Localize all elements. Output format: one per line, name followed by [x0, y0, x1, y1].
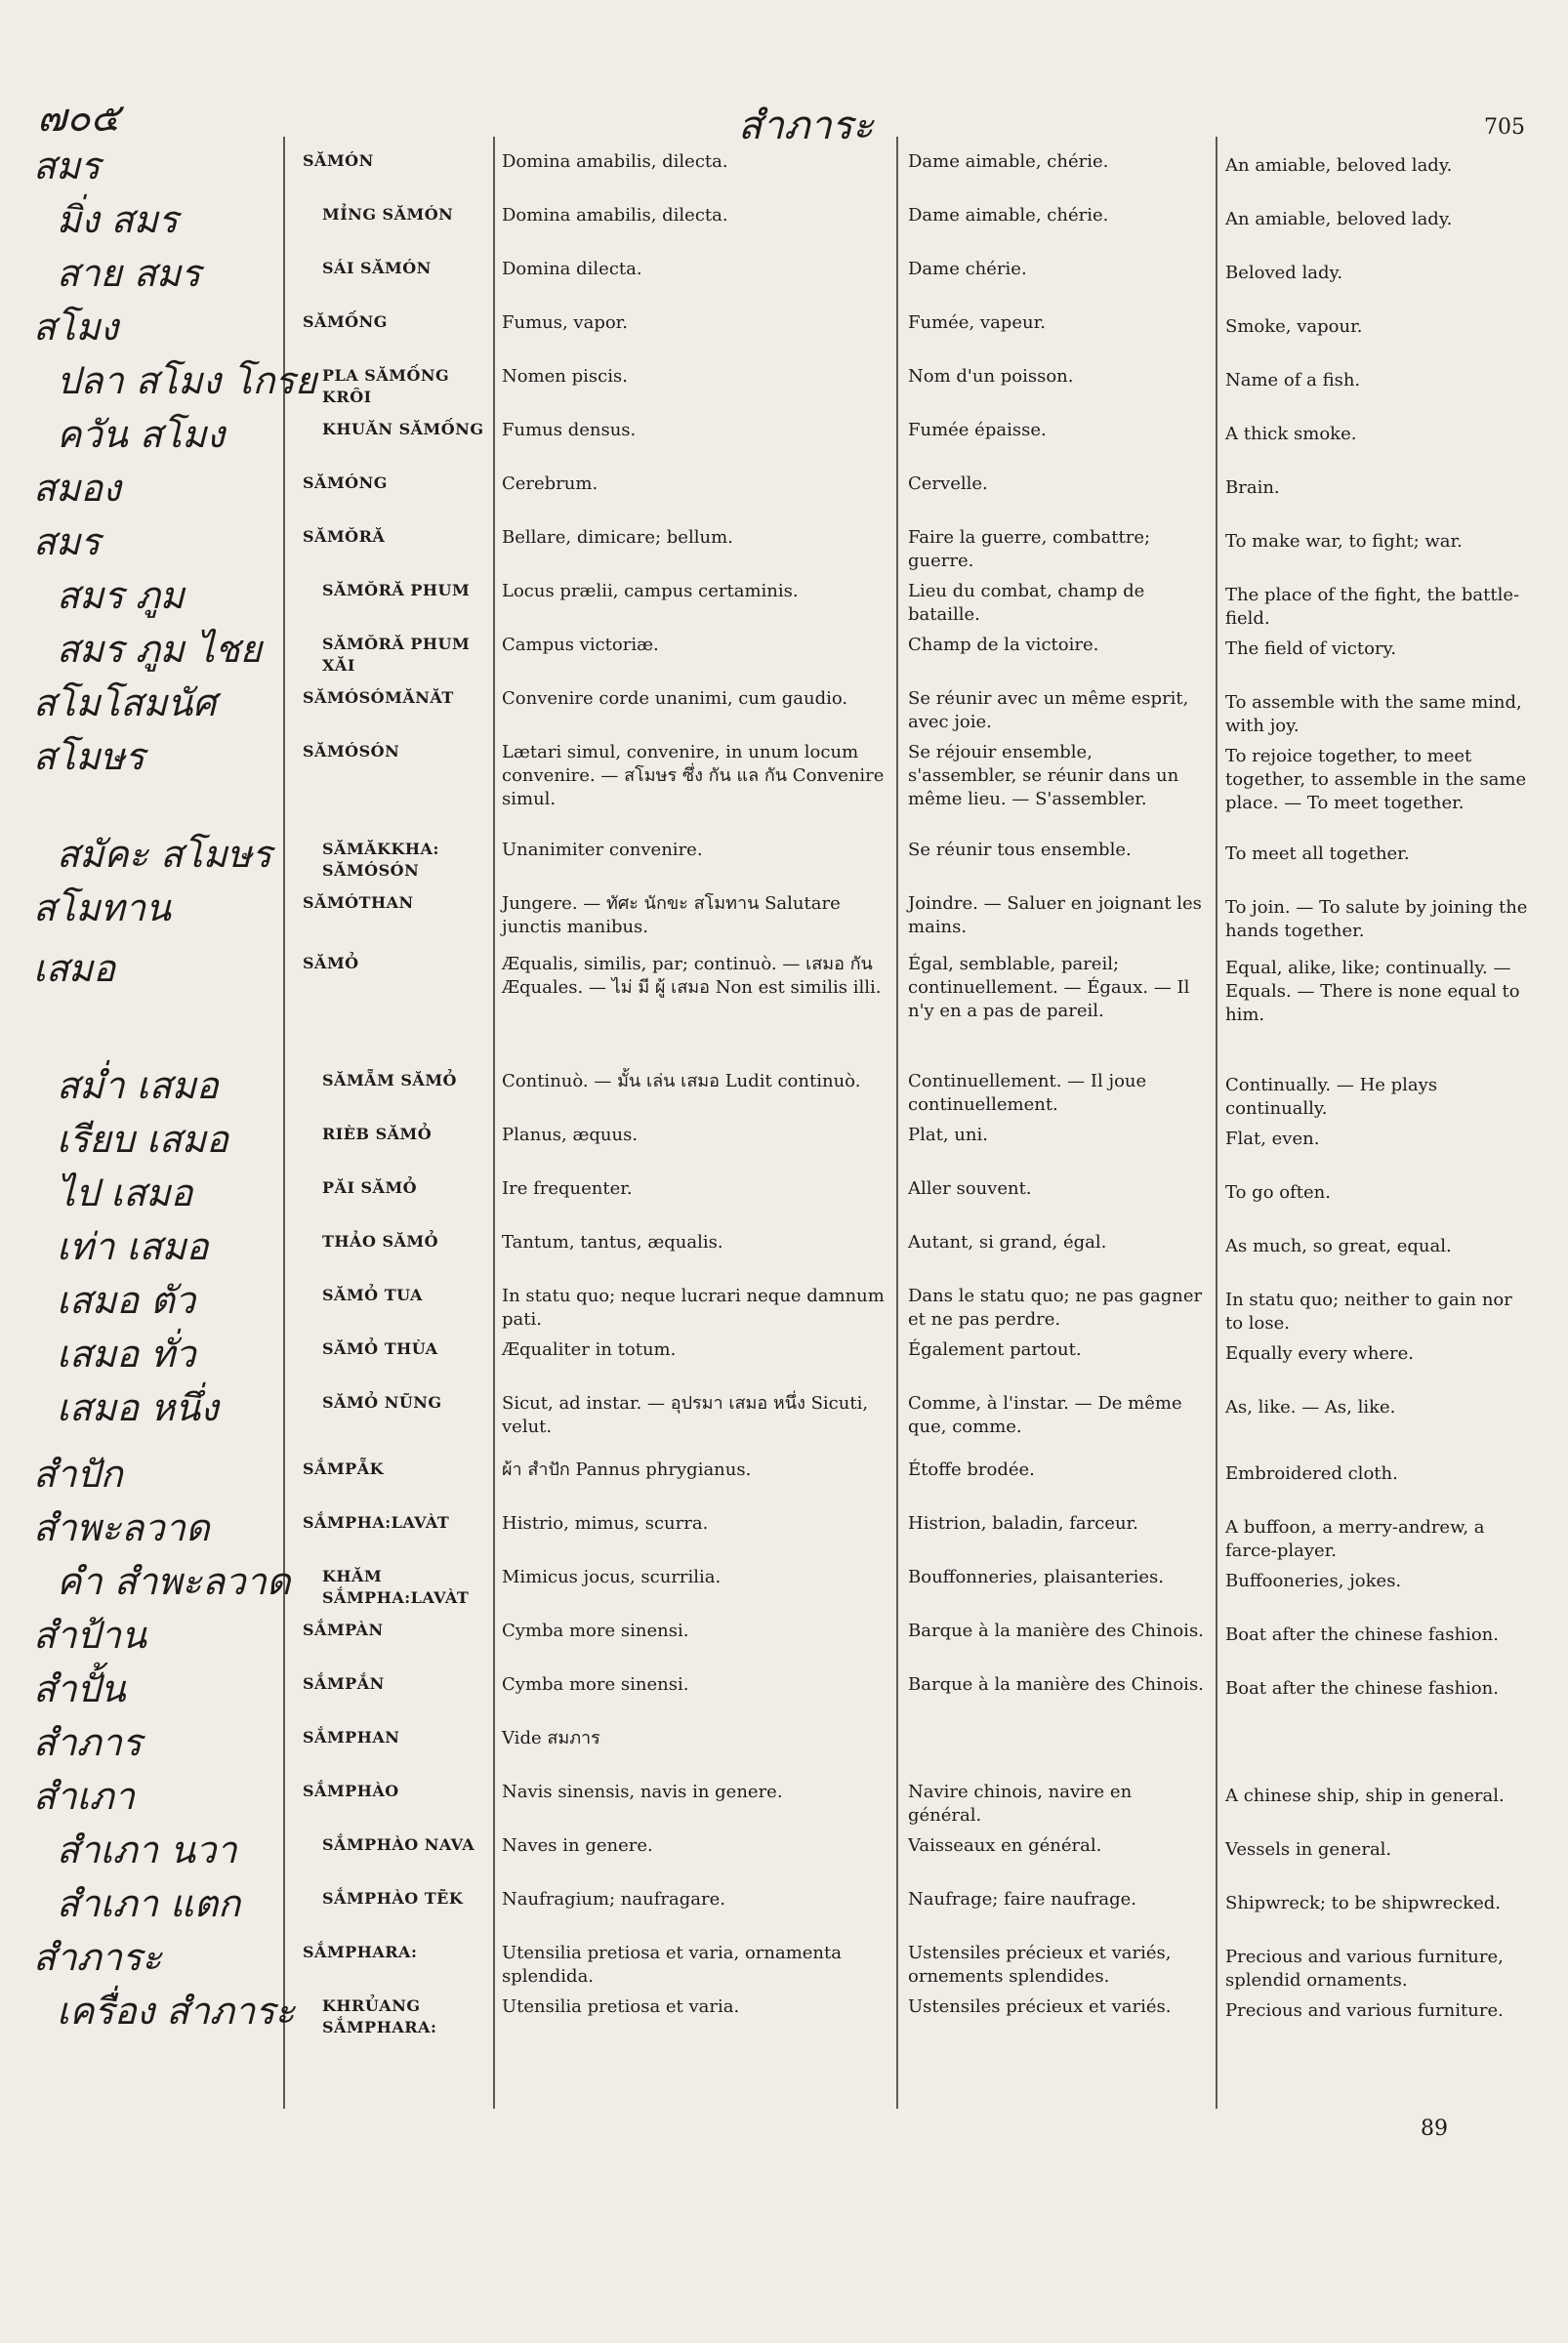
entry-row: [0, 1386, 1568, 1453]
latin-definition: Jungere. — ทัศะ นักขะ สโมทาน Salutare junctis manibus.: [502, 893, 841, 937]
romanization: MỈNG SĂMÓN: [322, 205, 454, 224]
french-definition: Joindre. — Saluer en joignant les mains.: [908, 893, 1202, 937]
french-definition: Fumée, vapeur.: [908, 312, 1046, 333]
french-definition: Comme, à l'instar. — De même que, comme.: [908, 1393, 1182, 1437]
thai-headword: เท่า เสมอ: [57, 1225, 209, 1268]
english-definition: To meet all together.: [1225, 843, 1410, 864]
entry-row: [0, 1279, 1568, 1333]
latin-definition: ผ้า สำปัก Pannus phrygianus.: [502, 1459, 752, 1480]
romanization: SĂMŎRĂ PHUM XĂI: [322, 635, 471, 675]
entry-row: [0, 1614, 1568, 1667]
english-definition: To make war, to fight; war.: [1225, 531, 1463, 552]
entry-row: [0, 1721, 1568, 1775]
french-definition: Barque à la manière des Chinois.: [908, 1621, 1204, 1641]
entry-row: [0, 1882, 1568, 1936]
thai-headword: สำป้าน: [33, 1614, 146, 1657]
english-definition: Smoke, vapour.: [1225, 316, 1363, 337]
latin-definition: Ire frequenter.: [502, 1178, 633, 1199]
thai-headword: สมัคะ สโมษร: [57, 833, 272, 876]
latin-definition: Domina amabilis, dilecta.: [502, 151, 728, 172]
latin-definition: Continuò. — มั้น เล่น เสมอ Ludit continuò.: [502, 1071, 861, 1091]
french-definition: [908, 1721, 1206, 1727]
romanization: SĂMỎ TUA: [322, 1286, 423, 1304]
latin-definition: Campus victoriæ.: [502, 635, 659, 655]
entry-row: [0, 467, 1568, 520]
english-definition: Precious and various furniture, splendid ornaments.: [1225, 1947, 1504, 1991]
french-definition: Plat, uni.: [908, 1125, 988, 1145]
romanization: SẮMPHÀO TẼK: [322, 1889, 464, 1908]
english-definition: Embroidered cloth.: [1225, 1463, 1398, 1484]
latin-definition: Histrio, mimus, scurra.: [502, 1513, 709, 1534]
romanization: SĂMÓSÓN: [303, 742, 400, 760]
running-head: สำภาระ: [738, 103, 874, 148]
english-definition: Buffooneries, jokes.: [1225, 1571, 1402, 1591]
entry-row: [0, 1775, 1568, 1829]
latin-definition: Fumus, vapor.: [502, 312, 629, 333]
entry-row: [0, 947, 1568, 1064]
entry-row: [0, 1333, 1568, 1386]
entry-row: [0, 359, 1568, 413]
english-definition: Flat, even.: [1225, 1129, 1320, 1149]
thai-headword: ปลา สโมง โกรย: [57, 359, 317, 402]
english-definition: A buffoon, a merry-andrew, a farce-player.: [1225, 1517, 1485, 1561]
latin-definition: In statu quo; neque lucrari neque damnum pati.: [502, 1286, 885, 1330]
thai-headword: มิ่ง สมร: [57, 198, 179, 241]
english-definition: Continually. — He plays continually.: [1225, 1075, 1438, 1119]
french-definition: Lieu du combat, champ de bataille.: [908, 581, 1145, 625]
latin-definition: Sicut, ad instar. — อุปรมา เสมอ หนึ่ง Sicuti, velut.: [502, 1393, 869, 1437]
english-definition: Brain.: [1225, 477, 1280, 498]
thai-headword: สโมษร: [33, 735, 145, 778]
romanization: SĂMỎ NŨNG: [322, 1393, 442, 1412]
english-definition: To go often.: [1225, 1182, 1331, 1203]
latin-definition: Cerebrum.: [502, 473, 598, 494]
thai-headword: สำปัก: [33, 1453, 123, 1496]
latin-definition: Utensilia pretiosa et varia.: [502, 1996, 740, 2017]
romanization: PLA SĂMỐNG KRÔI: [322, 366, 450, 406]
french-definition: Cervelle.: [908, 473, 988, 494]
thai-headword: สมร ภูม ไชย: [57, 628, 263, 671]
thai-headword: สำเภา นวา: [57, 1829, 237, 1871]
latin-definition: Cymba more sinensi.: [502, 1621, 689, 1641]
thai-headword: เสมอ: [33, 947, 116, 990]
entry-row: [0, 681, 1568, 735]
signature-mark: 89: [1421, 2117, 1448, 2141]
thai-headword: ไป เสมอ: [57, 1172, 193, 1214]
english-definition: Name of a fish.: [1225, 370, 1361, 390]
english-definition: The field of victory.: [1225, 638, 1397, 659]
thai-headword: เสมอ หนึ่ง: [57, 1386, 219, 1429]
entry-row: [0, 1506, 1568, 1560]
french-definition: Dame aimable, chérie.: [908, 151, 1109, 172]
latin-definition: Mimicus jocus, scurrilia.: [502, 1567, 722, 1587]
romanization: SĂMĂKKHA: SĂMÓSÓN: [322, 840, 439, 880]
french-definition: Faire la guerre, combattre; guerre.: [908, 527, 1151, 571]
latin-definition: Navis sinensis, navis in genere.: [502, 1782, 783, 1802]
latin-definition: Naufragium; naufragare.: [502, 1889, 725, 1910]
french-definition: Dans le statu quo; ne pas gagner et ne pas perdre.: [908, 1286, 1203, 1330]
english-definition: In statu quo; neither to gain nor to lose.: [1225, 1290, 1512, 1334]
english-definition: [1225, 1721, 1533, 1731]
latin-definition: Nomen piscis.: [502, 366, 628, 387]
thai-headword: สมอง: [33, 467, 121, 510]
latin-definition: Unanimiter convenire.: [502, 840, 703, 860]
english-definition: As, like. — As, like.: [1225, 1397, 1396, 1418]
romanization: KHĂM SẮMPHA:LAVÀT: [322, 1567, 470, 1607]
french-definition: Se réjouir ensemble, s'assembler, se réunir dans un même lieu. — S'assembler.: [908, 742, 1179, 809]
french-definition: Champ de la victoire.: [908, 635, 1099, 655]
page-number-thai: ๗๐๕: [37, 96, 120, 141]
english-definition: A chinese ship, ship in general.: [1225, 1786, 1505, 1806]
french-definition: Autant, si grand, égal.: [908, 1232, 1107, 1253]
english-definition: The place of the fight, the battle-field.: [1225, 585, 1520, 629]
entry-row: [0, 574, 1568, 628]
french-definition: Nom d'un poisson.: [908, 366, 1074, 387]
entry-row: [0, 628, 1568, 681]
latin-definition: Planus, æquus.: [502, 1125, 639, 1145]
thai-headword: คำ สำพะลวาด: [57, 1560, 291, 1603]
thai-headword: สโมโสมนัศ: [33, 681, 217, 724]
latin-definition: Cymba more sinensi.: [502, 1674, 689, 1695]
thai-headword: สำภาร: [33, 1721, 143, 1764]
english-definition: A thick smoke.: [1225, 424, 1357, 444]
english-definition: Equally every where.: [1225, 1343, 1414, 1364]
french-definition: Naufrage; faire naufrage.: [908, 1889, 1136, 1910]
french-definition: Se réunir avec un même esprit, avec joie.: [908, 688, 1189, 732]
latin-definition: Utensilia pretiosa et varia, ornamenta splendida.: [502, 1943, 842, 1987]
latin-definition: Fumus densus.: [502, 420, 637, 440]
latin-definition: Lætari simul, convenire, in unum locum convenire. — สโมษร ซึ่ง กัน แล กัน Convenire simul.: [502, 742, 885, 809]
romanization: SĂMÓNG: [303, 473, 388, 492]
entry-row: [0, 306, 1568, 359]
english-definition: Equal, alike, like; continually. — Equals. — There is none equal to him.: [1225, 958, 1520, 1025]
french-definition: Vaisseaux en général.: [908, 1835, 1102, 1856]
english-definition: To rejoice together, to meet together, to assemble in the same place. — To meet together.: [1225, 746, 1527, 813]
english-definition: Boat after the chinese fashion.: [1225, 1624, 1499, 1645]
romanization: SĂMẴM SĂMỎ: [322, 1071, 457, 1089]
thai-headword: สโมทาน: [33, 886, 172, 929]
thai-headword: สำเภา: [33, 1775, 135, 1818]
thai-headword: เครื่อง สำภาระ: [57, 1990, 296, 2033]
french-definition: Se réunir tous ensemble.: [908, 840, 1132, 860]
thai-headword: สโมง: [33, 306, 119, 349]
romanization: SĂMỐNG: [303, 312, 388, 331]
latin-definition: Æqualiter in totum.: [502, 1339, 677, 1360]
entry-row: [0, 1667, 1568, 1721]
thai-headword: เสมอ ตัว: [57, 1279, 196, 1322]
english-definition: Vessels in general.: [1225, 1839, 1392, 1860]
thai-headword: สำเภา แตก: [57, 1882, 241, 1925]
french-definition: Dame chérie.: [908, 259, 1027, 279]
entry-row: [0, 144, 1568, 198]
romanization: SẮMPHÀO NAVA: [322, 1835, 475, 1854]
french-definition: Fumée épaisse.: [908, 420, 1047, 440]
romanization: SẮMPHÀO: [303, 1782, 399, 1800]
romanization: SĂMŎRĂ PHUM: [322, 581, 471, 599]
french-definition: Histrion, baladin, farceur.: [908, 1513, 1138, 1534]
romanization: SẮMPHARA:: [303, 1943, 418, 1961]
french-definition: Égal, semblable, pareil; continuellement. — Égaux. — Il n'y en a pas de pareil.: [908, 954, 1190, 1021]
english-definition: To assemble with the same mind, with joy.: [1225, 692, 1522, 736]
entry-row: [0, 1172, 1568, 1225]
romanization: RIÈB SĂMỎ: [322, 1125, 433, 1143]
thai-headword: สมร: [33, 144, 101, 187]
romanization: SẮMPHAN: [303, 1728, 400, 1747]
romanization: SẮMPHA:LAVÀT: [303, 1513, 450, 1532]
entry-row: [0, 735, 1568, 833]
french-definition: Continuellement. — Il joue continuellement.: [908, 1071, 1147, 1115]
french-definition: Étoffe brodée.: [908, 1459, 1035, 1480]
romanization: SẮMPÀN: [303, 1621, 384, 1639]
latin-definition: Domina dilecta.: [502, 259, 642, 279]
french-definition: Ustensiles précieux et variés.: [908, 1996, 1172, 2017]
english-definition: An amiable, beloved lady.: [1225, 209, 1453, 229]
french-definition: Barque à la manière des Chinois.: [908, 1674, 1204, 1695]
english-definition: Precious and various furniture.: [1225, 2000, 1504, 2021]
romanization: SẮMPẮN: [303, 1674, 385, 1693]
romanization: SẮMPẴK: [303, 1459, 385, 1478]
romanization: KHUĂN SĂMỐNG: [322, 420, 484, 438]
entry-list: [0, 144, 1568, 2048]
latin-definition: Vide สมภาร: [502, 1728, 600, 1748]
entry-row: [0, 1453, 1568, 1506]
page-number: 705: [1484, 115, 1525, 140]
romanization: SÁI SĂMÓN: [322, 259, 432, 277]
english-definition: As much, so great, equal.: [1225, 1236, 1452, 1256]
latin-definition: Bellare, dimicare; bellum.: [502, 527, 733, 548]
thai-headword: สม่ำ เสมอ: [57, 1064, 219, 1107]
thai-headword: เสมอ ทั่ว: [57, 1333, 196, 1376]
english-definition: Boat after the chinese fashion.: [1225, 1678, 1499, 1699]
entry-row: [0, 198, 1568, 252]
entry-row: [0, 886, 1568, 947]
thai-headword: ควัน สโมง: [57, 413, 226, 456]
entry-row: [0, 1560, 1568, 1614]
thai-headword: สำพะลวาด: [33, 1506, 210, 1549]
romanization: SĂMŎRĂ: [303, 527, 386, 546]
english-definition: To join. — To salute by joining the hands together.: [1225, 897, 1528, 941]
romanization: PĂI SĂMỎ: [322, 1178, 418, 1197]
romanization: SĂMÓSÓMĂNĂT: [303, 688, 454, 707]
thai-headword: สมร ภูม: [57, 574, 185, 617]
english-definition: Shipwreck; to be shipwrecked.: [1225, 1893, 1501, 1913]
entry-row: [0, 1064, 1568, 1118]
romanization: KHRỦANG SẮMPHARA:: [322, 1996, 437, 2036]
thai-headword: สำปั้น: [33, 1667, 126, 1710]
french-definition: Navire chinois, navire en général.: [908, 1782, 1133, 1826]
entry-row: [0, 1829, 1568, 1882]
english-definition: An amiable, beloved lady.: [1225, 155, 1453, 176]
entry-row: [0, 1225, 1568, 1279]
french-definition: Aller souvent.: [908, 1178, 1032, 1199]
french-definition: Ustensiles précieux et variés, ornements splendides.: [908, 1943, 1172, 1987]
latin-definition: Naves in genere.: [502, 1835, 653, 1856]
french-definition: Dame aimable, chérie.: [908, 205, 1109, 226]
entry-row: [0, 1118, 1568, 1172]
romanization: SĂMÓN: [303, 151, 374, 170]
latin-definition: Tantum, tantus, æqualis.: [502, 1232, 723, 1253]
french-definition: Également partout.: [908, 1339, 1082, 1360]
romanization: SĂMỎ: [303, 954, 359, 972]
entry-row: [0, 413, 1568, 467]
romanization: SĂMÓTHAN: [303, 893, 414, 912]
latin-definition: Æqualis, similis, par; continuò. — เสมอ กัน Æquales. — ไม่ มี ผู้ เสมอ Non est similis illi.: [502, 954, 882, 998]
entry-row: [0, 1990, 1568, 2048]
latin-definition: Domina amabilis, dilecta.: [502, 205, 728, 226]
entry-row: [0, 252, 1568, 306]
latin-definition: Convenire corde unanimi, cum gaudio.: [502, 688, 848, 709]
thai-headword: สาย สมร: [57, 252, 201, 295]
latin-definition: Locus prælii, campus certaminis.: [502, 581, 799, 601]
thai-headword: เรียบ เสมอ: [57, 1118, 228, 1161]
romanization: SĂMỎ THÙA: [322, 1339, 438, 1358]
thai-headword: สำภาระ: [33, 1936, 162, 1979]
entry-row: [0, 833, 1568, 886]
entry-row: [0, 520, 1568, 574]
romanization: THẢO SĂMỎ: [322, 1232, 439, 1251]
french-definition: Bouffonneries, plaisanteries.: [908, 1567, 1165, 1587]
entry-row: [0, 1936, 1568, 1990]
thai-headword: สมร: [33, 520, 101, 563]
english-definition: Beloved lady.: [1225, 263, 1343, 283]
